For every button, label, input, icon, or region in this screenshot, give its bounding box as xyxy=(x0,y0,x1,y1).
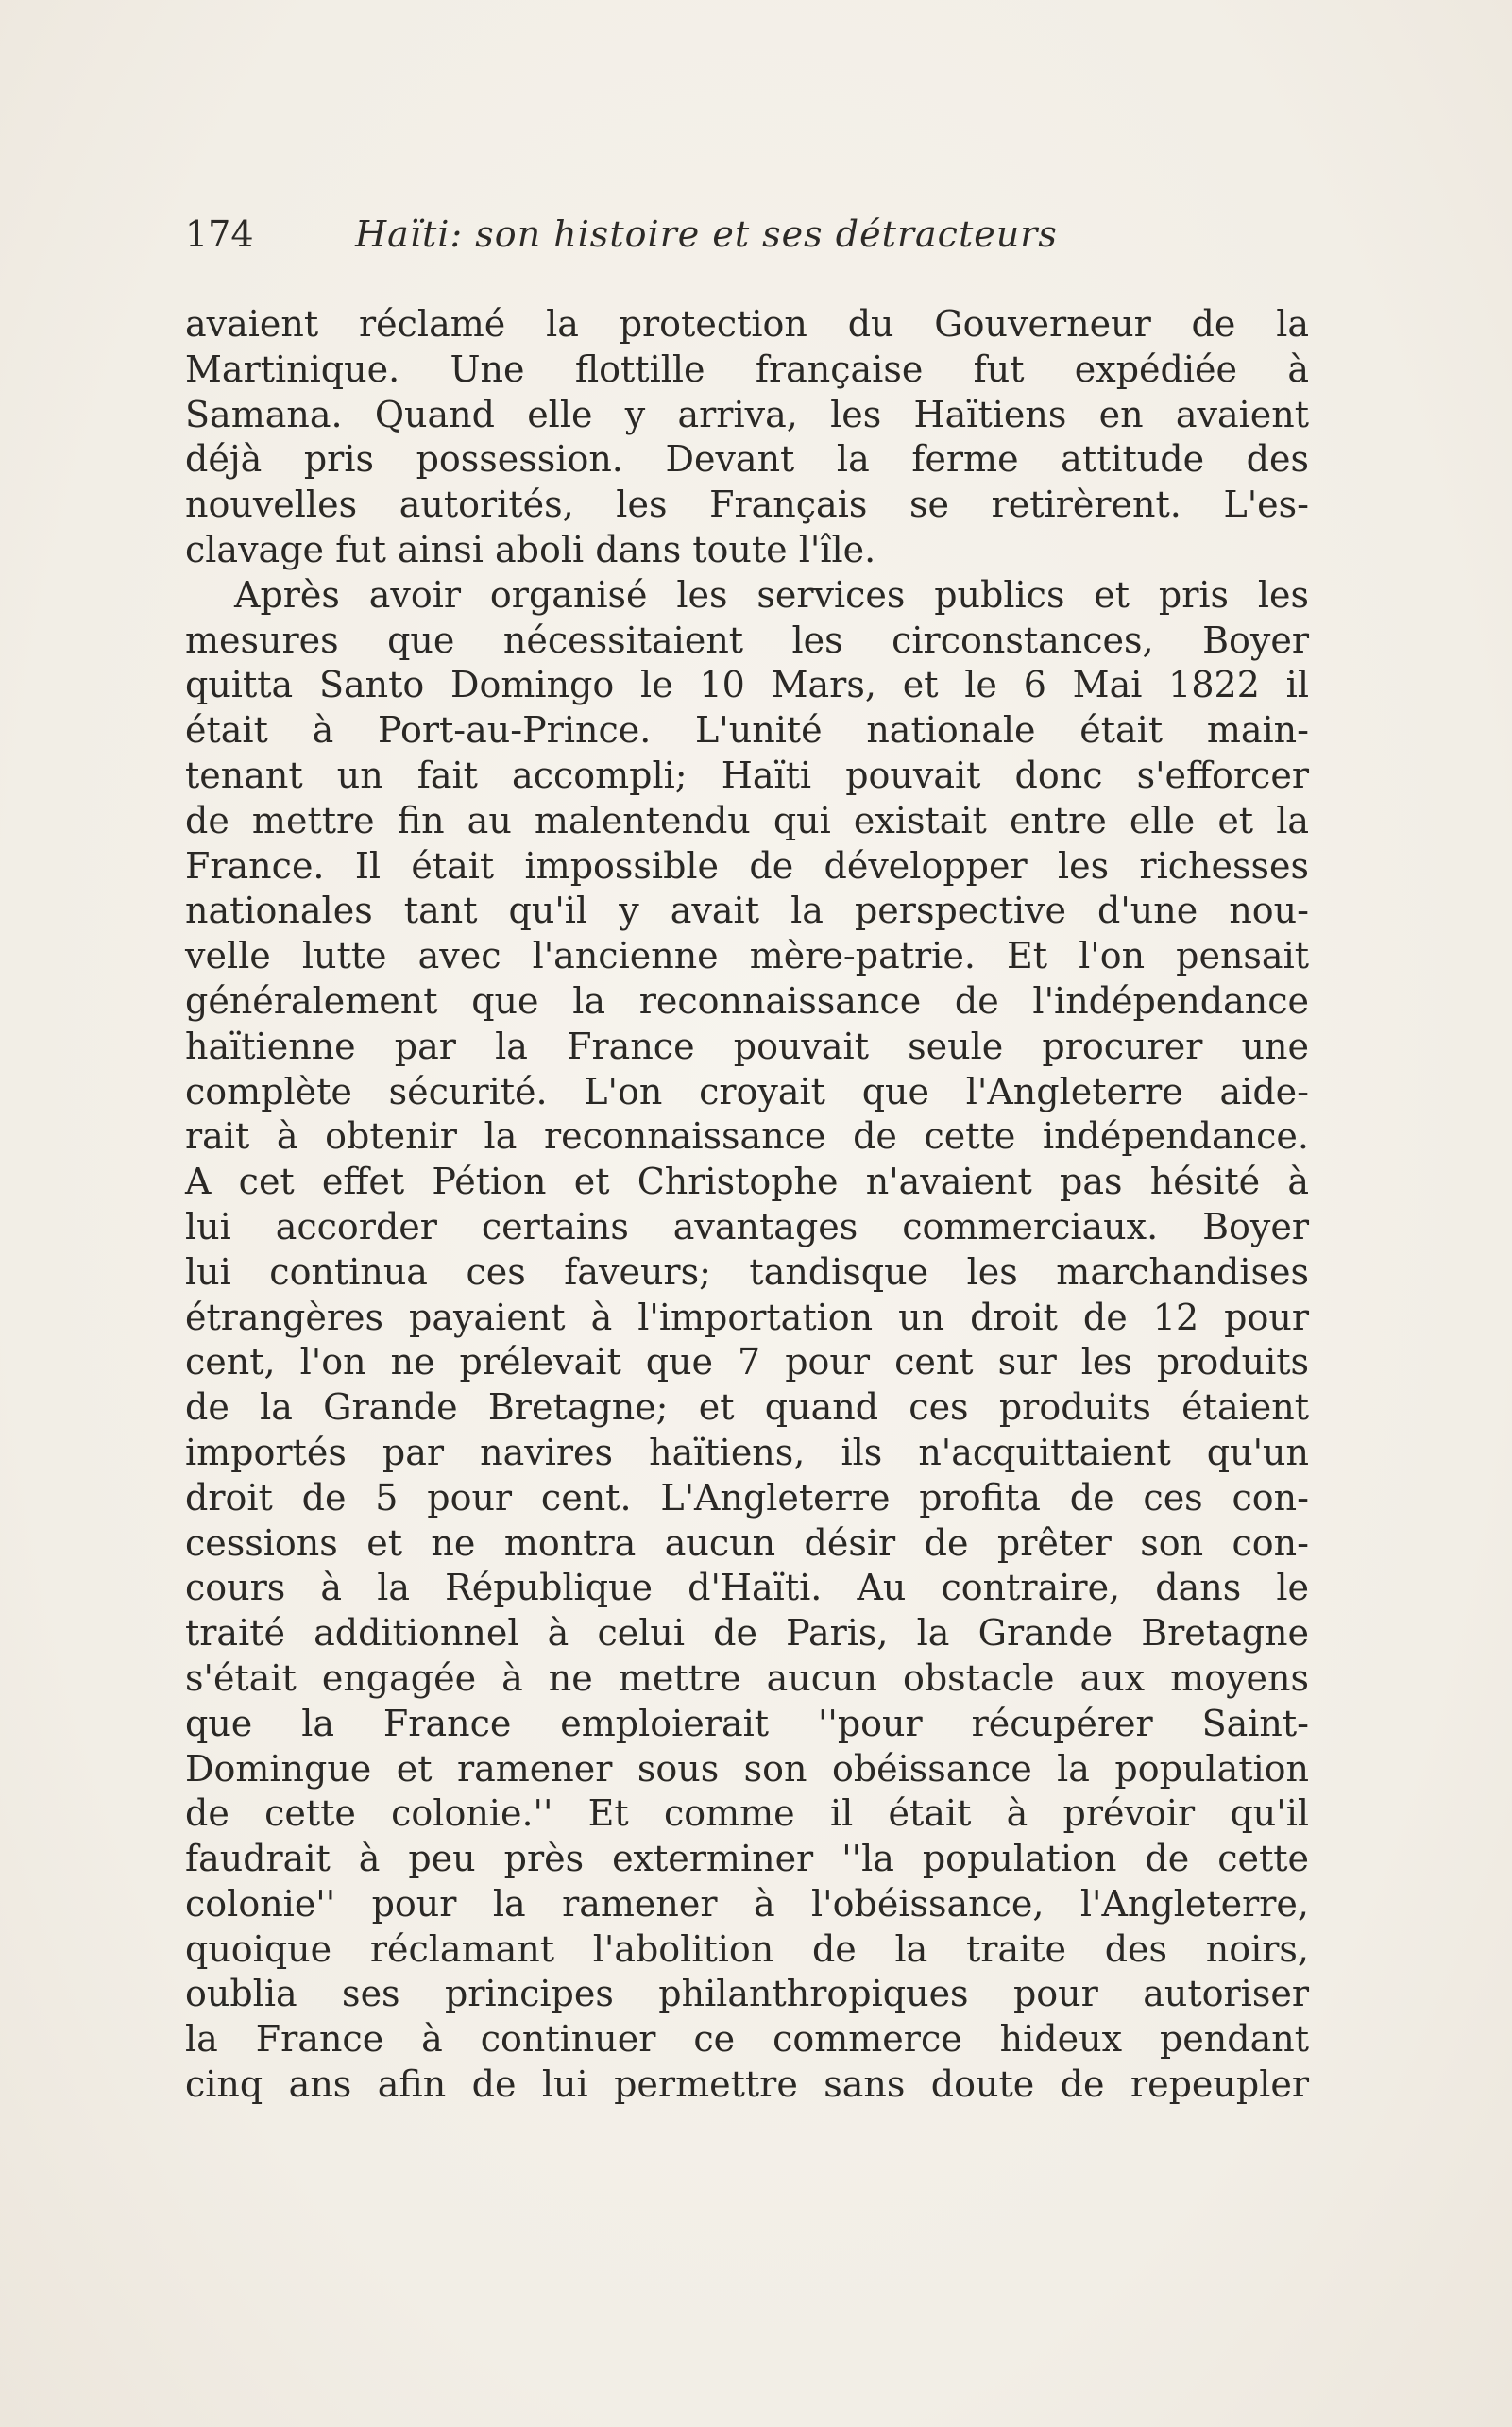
text-line: de mettre fin au malentendu qui existait entre elle et la xyxy=(185,799,1309,841)
text-line: avaient réclamé la protection du Gouverneur de la xyxy=(185,303,1309,345)
text-line: Martinique. Une flottille française fut expédiée à xyxy=(185,348,1309,390)
text-line: s'était engagée à ne mettre aucun obstacle aux moyens xyxy=(185,1656,1309,1699)
text-line: lui accorder certains avantages commerciaux. Boyer xyxy=(185,1205,1309,1247)
text-line: généralement que la reconnaissance de l'indépendance xyxy=(185,979,1309,1022)
text-line: cinq ans afin de lui permettre sans doute de repeupler xyxy=(185,2063,1309,2106)
text-line: étrangères payaient à l'importation un droit de 12 pour xyxy=(185,1296,1309,1338)
text-line: France. Il était impossible de développer les richesses xyxy=(185,844,1309,887)
text-line: clavage fut ainsi aboli dans toute l'île. xyxy=(185,528,876,570)
text-line: velle lutte avec l'ancienne mère-patrie. Et l'on pensait xyxy=(185,935,1309,977)
text-line: traité additionnel à celui de Paris, la Grande Bretagne xyxy=(185,1612,1309,1655)
text-line: colonie'' pour la ramener à l'obéissance, l'Angleterre, xyxy=(185,1882,1309,1925)
page-number: 174 xyxy=(185,213,254,255)
text-line: haïtienne par la France pouvait seule procurer une xyxy=(185,1025,1309,1067)
text-line: droit de 5 pour cent. L'Angleterre profita de ces con- xyxy=(185,1476,1309,1519)
text-line: faudrait à peu près exterminer ''la population de cette xyxy=(185,1838,1309,1880)
text-line: quoique réclamant l'abolition de la traite des noirs, xyxy=(185,1927,1309,1970)
running-title: Haïti: son histoire et ses détracteurs xyxy=(355,213,1058,255)
text-line: nouvelles autorités, les Français se retirèrent. L'es- xyxy=(185,484,1309,526)
text-line: la France à continuer ce commerce hideux pendant xyxy=(185,2018,1309,2061)
paragraph-1 xyxy=(185,302,1309,573)
text-line: que la France emploierait ''pour récupérer Saint- xyxy=(185,1702,1309,1744)
text-line: Après avoir organisé les services publics et pris les xyxy=(234,573,1309,616)
text-line: était à Port-au-Prince. L'unité nationale était main- xyxy=(185,709,1309,752)
text-line: de cette colonie.'' Et comme il était à prévoir qu'il xyxy=(185,1792,1309,1835)
paragraph-2 xyxy=(185,573,1309,2108)
text-line: mesures que nécessitaient les circonstances, Boyer xyxy=(185,619,1309,661)
text-line: complète sécurité. L'on croyait que l'Angleterre aide- xyxy=(185,1070,1309,1112)
text-line: tenant un fait accompli; Haïti pouvait donc s'efforcer xyxy=(185,754,1309,796)
text-line: cessions et ne montra aucun désir de prêter son con- xyxy=(185,1521,1309,1564)
running-head xyxy=(185,213,1309,270)
text-line: importés par navires haïtiens, ils n'acquittaient qu'un xyxy=(185,1431,1309,1473)
text-line: oublia ses principes philanthropiques pour autoriser xyxy=(185,1973,1309,2015)
text-line: cours à la République d'Haïti. Au contraire, dans le xyxy=(185,1567,1309,1609)
text-line: nationales tant qu'il y avait la perspective d'une nou- xyxy=(185,890,1309,932)
text-line: A cet effet Pétion et Christophe n'avaient pas hésité à xyxy=(185,1161,1309,1203)
text-line: cent, l'on ne prélevait que 7 pour cent sur les produits xyxy=(185,1341,1309,1383)
text-line: Domingue et ramener sous son obéissance la population xyxy=(185,1747,1309,1790)
text-line: de la Grande Bretagne; et quand ces produits étaient xyxy=(185,1386,1309,1429)
body-text xyxy=(185,302,1309,2108)
text-line: quitta Santo Domingo le 10 Mars, et le 6 Mai 1822 il xyxy=(185,664,1309,706)
text-line: déjà pris possession. Devant la ferme attitude des xyxy=(185,438,1309,481)
text-line: rait à obtenir la reconnaissance de cette indépendance. xyxy=(185,1115,1309,1158)
text-line: lui continua ces faveurs; tandisque les marchandises xyxy=(185,1250,1309,1293)
text-line: Samana. Quand elle y arriva, les Haïtiens en avaient xyxy=(185,393,1309,435)
